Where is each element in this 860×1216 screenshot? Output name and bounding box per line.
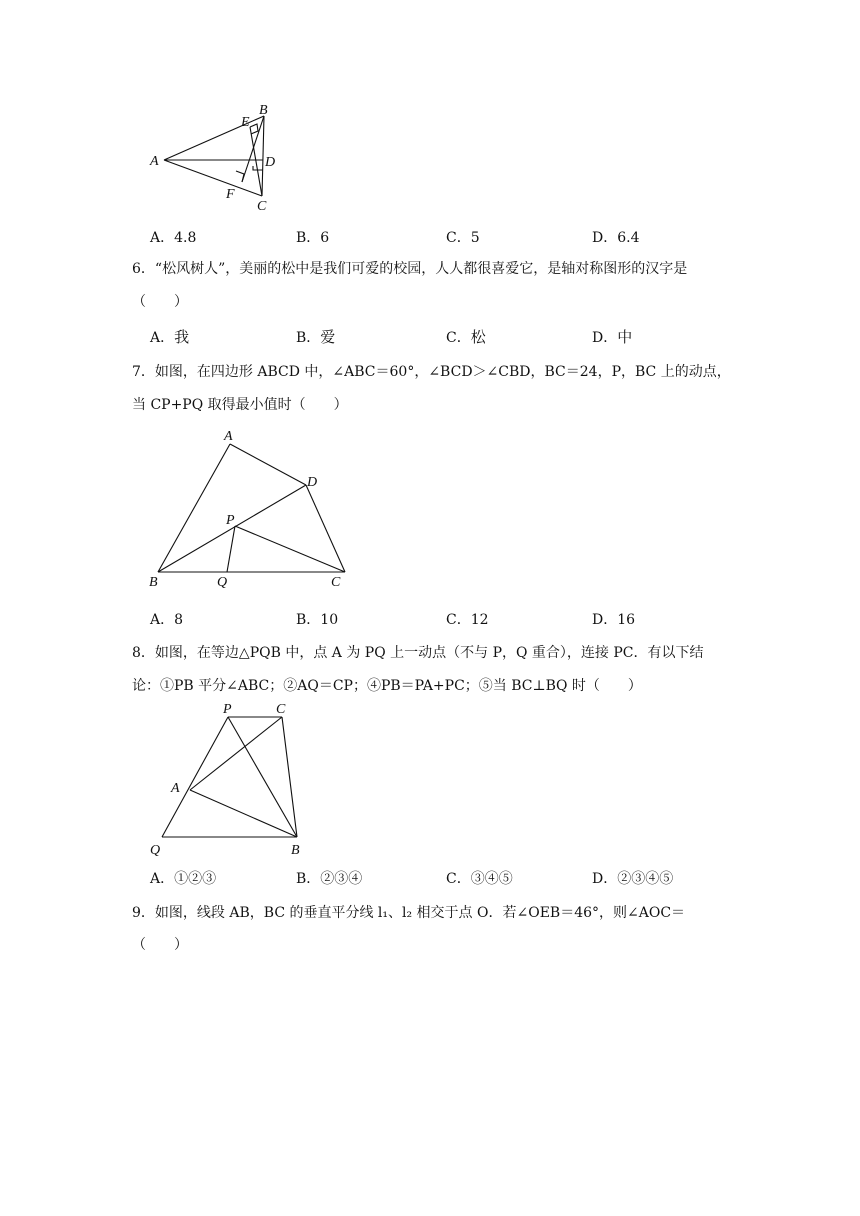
q6-option-a: A．我 bbox=[150, 328, 190, 346]
q5-label-b: B bbox=[259, 103, 268, 118]
q8-figure bbox=[140, 697, 320, 862]
q8-stem: 8．如图，在等边△PQB 中，点 A 为 PQ 上一动点（不与 P，Q 重合），连接 PC．有以下结 bbox=[132, 645, 704, 661]
q7-label-c: C bbox=[331, 575, 341, 590]
q7-option-d: D．16 bbox=[592, 612, 636, 628]
q6-option-b: B．爱 bbox=[296, 328, 336, 346]
q7-figure bbox=[140, 422, 360, 594]
q6-option-c: C．松 bbox=[446, 328, 486, 346]
q7-option-c: C．12 bbox=[446, 612, 489, 628]
q7-label-q: Q bbox=[217, 575, 228, 590]
q6-option-d: D．中 bbox=[592, 328, 633, 346]
q5-figure bbox=[140, 100, 300, 215]
q8-label-p: P bbox=[223, 702, 232, 717]
q7-option-a: A．8 bbox=[150, 612, 184, 628]
q7-label-p: P bbox=[226, 513, 235, 528]
q9-stem: 9．如图，线段 AB，BC 的垂直平分线 l₁、l₂ 相交于点 O．若∠OEB＝46°，则∠AOC＝ bbox=[132, 905, 686, 921]
q8-label-a: A bbox=[171, 781, 180, 796]
q8-option-a: A．①②③ bbox=[150, 871, 217, 887]
q7-option-b: B．10 bbox=[296, 612, 339, 628]
q8-option-b: B．②③④ bbox=[296, 871, 363, 887]
q5-option-a: A．4.8 bbox=[150, 230, 197, 246]
q7-label-b: B bbox=[149, 575, 158, 590]
q8-label-b: B bbox=[291, 843, 300, 858]
q5-label-d: D bbox=[265, 155, 276, 170]
q9-stem-line2: （ ） bbox=[132, 937, 188, 953]
q5-option-b: B．6 bbox=[296, 230, 330, 246]
q6-stem: 6．“松风树人”，美丽的松中是我们可爱的校园，人人都很喜爱它，是轴对称图形的汉字是 bbox=[132, 261, 688, 277]
q5-option-d: D．6.4 bbox=[592, 230, 640, 246]
q8-option-d: D．②③④⑤ bbox=[592, 871, 674, 887]
q7-stem-line2: 当 CP+PQ 取得最小值时（ ） bbox=[132, 397, 348, 413]
q8-stem-line2: 论：①PB 平分∠ABC；②AQ＝CP；④PB＝PA+PC；⑤当 BC⊥BQ 时（ ） bbox=[132, 678, 642, 694]
q7-stem: 7．如图，在四边形 ABCD 中，∠ABC＝60°，∠BCD＞∠CBD，BC＝24，P，BC 上的动点， bbox=[132, 364, 731, 380]
q8-option-c: C．③④⑤ bbox=[446, 871, 513, 887]
q7-label-a: A bbox=[224, 429, 233, 444]
q5-label-c: C bbox=[257, 199, 267, 214]
q5-label-e: E bbox=[241, 115, 250, 130]
q6-stem-line2: （ ） bbox=[132, 294, 188, 310]
q5-label-a: A bbox=[150, 154, 159, 169]
q5-label-f: F bbox=[226, 187, 235, 202]
q7-label-d: D bbox=[307, 475, 318, 490]
q8-label-q: Q bbox=[150, 843, 161, 858]
q8-label-c: C bbox=[276, 702, 286, 717]
q5-option-c: C．5 bbox=[446, 230, 480, 246]
